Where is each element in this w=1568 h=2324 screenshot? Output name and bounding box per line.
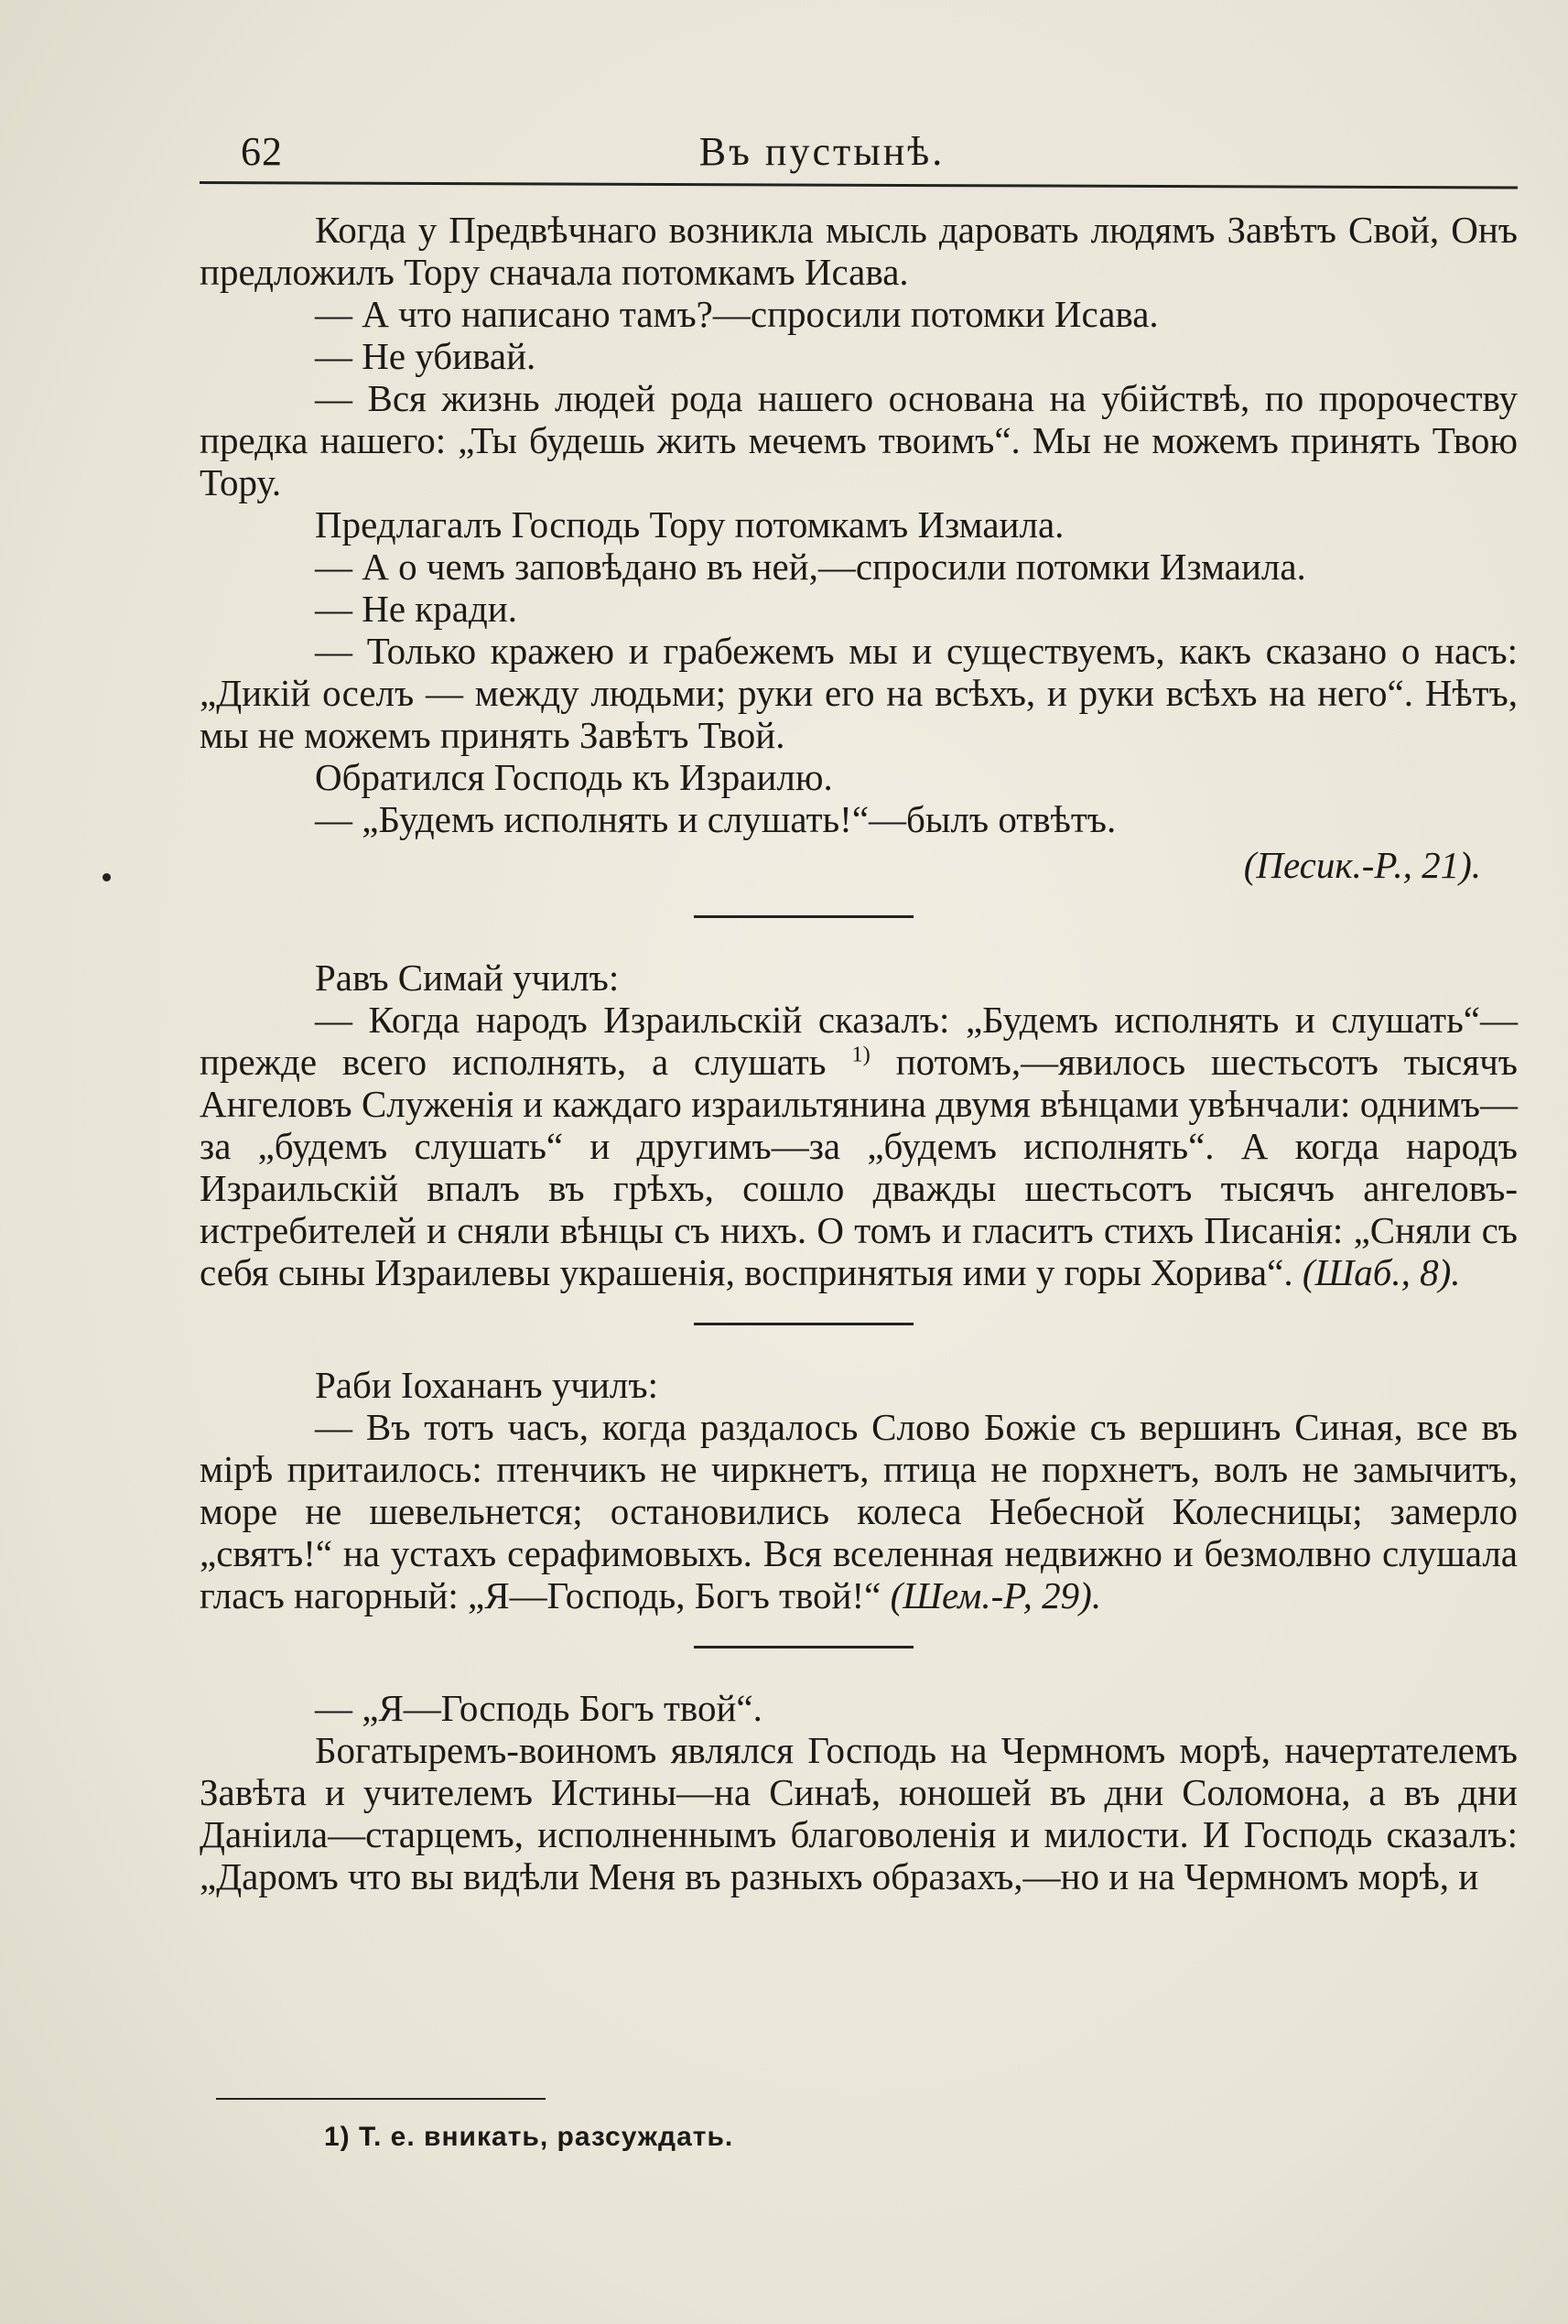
paragraph-text: потомъ,—явилось шестьсотъ тысячъ Ангеловъ Служенія и каждаго израильтянина двумя вѣнцами увѣнчали: однимъ—за „будемъ слушать“ и другимъ—за „будемъ исполнять“. А когда народъ Израильскій впалъ въ грѣхъ, сошло дважды шестьсотъ тысячъ ангеловъ-истребителей и сняли вѣнцы съ нихъ. О томъ и гласитъ стихъ Писанія: „Сняли съ себя сыны Израилевы украшенія, воспринятыя ими у горы Хорива“. <box>200 1041 1519 1293</box>
running-title: Въ пустынѣ. <box>698 129 946 174</box>
page-number: 62 <box>241 129 283 174</box>
source-citation: (Шем.-Р, 29). <box>890 1574 1102 1616</box>
footnote-rule <box>216 2098 546 2100</box>
paragraph: Предлагалъ Господь Тору потомкамъ Измаила. <box>315 503 1065 546</box>
paragraph: — А о чемъ заповѣдано въ ней,—спросили потомки Измаила. <box>315 546 1306 588</box>
paragraph <box>200 999 1518 1293</box>
paragraph: — Не убивай. <box>315 335 536 377</box>
footnote-reference: 1) <box>851 1042 871 1067</box>
paragraph <box>200 1406 1518 1616</box>
margin-dot <box>103 873 111 881</box>
section-quote: — „Я—Господь Богъ твой“. <box>315 1687 762 1729</box>
footnote <box>324 2122 733 2153</box>
section-3 <box>200 1364 1518 1616</box>
footnote-mark: 1) <box>324 2122 351 2152</box>
section-intro: Раби Іохананъ училъ: <box>315 1364 658 1406</box>
section-divider <box>694 1323 914 1325</box>
footnote-text: Т. е. вникать, разсуждать. <box>359 2122 734 2152</box>
section-intro: Равъ Симай училъ: <box>315 957 620 999</box>
page-header <box>200 128 1518 183</box>
paragraph: — Не кради. <box>315 588 517 630</box>
section-divider <box>694 915 914 918</box>
paragraph: — А что написано тамъ?—спросили потомки Исава. <box>315 293 1159 335</box>
paragraph: Богатыремъ-воиномъ являлся Господь на Чермномъ морѣ, начертателемъ Завѣта и учителемъ Истины—на Синаѣ, юношей въ дни Соломона, а въ дни Даніила—старцемъ, исполненнымъ благоволенія и милости. И Господь сказалъ: „Даромъ что вы видѣли Меня въ разныхъ образахъ,—но и на Чермномъ морѣ, и <box>200 1729 1518 1897</box>
paragraph: — Только кражею и грабежемъ мы и существуемъ, какъ сказано о насъ: „Дикій оселъ — между людьми; руки его на всѣхъ, и руки всѣхъ на него“. Нѣтъ, мы не можемъ принять Завѣтъ Твой. <box>200 630 1518 756</box>
paragraph: — Вся жизнь людей рода нашего основана на убійствѣ, по пророчеству предка нашего: „Ты будешь жить мечемъ твоимъ“. Мы не можемъ принять Твою Тору. <box>200 377 1518 503</box>
paragraph: Когда у Предвѣчнаго возникла мысль даровать людямъ Завѣтъ Свой, Онъ предложилъ Тору сначала потомкамъ Исава. <box>200 209 1518 293</box>
source-citation: (Шаб., 8). <box>1302 1251 1461 1293</box>
body-text <box>200 209 1518 1897</box>
paragraph-text: — Въ тотъ часъ, когда раздалось Слово Божіе съ вершинъ Синая, все въ мірѣ притаилось: птенчикъ не чиркнетъ, птица не порхнетъ, волъ не замычитъ, море не шевельнется; остановились колеса Небесной Колесницы; замерло „святъ!“ на устахъ серафимовыхъ. Вся вселенная недвижно и безмолвно слушала гласъ нагорный: „Я—Господь, Богъ твой!“ <box>200 1406 1518 1616</box>
section-1 <box>200 209 1518 886</box>
section-2 <box>200 957 1518 1293</box>
section-4 <box>200 1687 1518 1897</box>
paragraph: Обратился Господь къ Израилю. <box>315 756 833 798</box>
paragraph-text: — Когда народъ Израильскій сказалъ: „Будемъ исполнять и слушать“—прежде всего исполнять, а слушать <box>200 999 1518 1083</box>
section-divider <box>694 1646 914 1648</box>
paragraph: — „Будемъ исполнять и слушать!“—былъ отвѣтъ. <box>315 798 1117 840</box>
source-citation: (Песик.-Р., 21). <box>1243 844 1481 886</box>
